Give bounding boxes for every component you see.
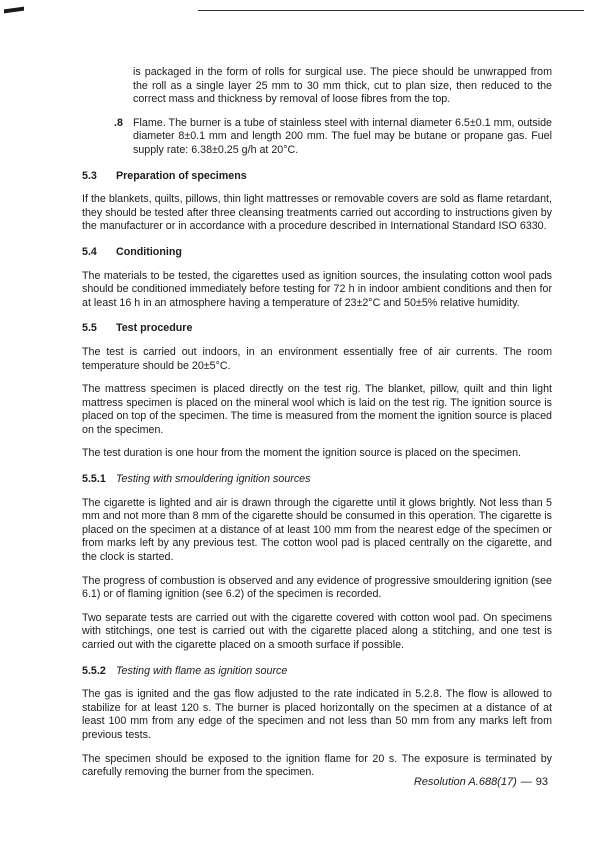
list-item-text: Flame. The burner is a tube of stainless steel with internal diameter 6.5±0.1 mm, outside diameter 8±0.1 mm and length 200 mm. The fuel may be butane or propane gas. Fuel supply rate: 6.38±0.25 g/h at 20°C. xyxy=(133,116,552,156)
paragraph: The test is carried out indoors, in an environment essentially free of air currents. The room temperature should be 20±5°C. xyxy=(82,345,552,372)
paragraph: If the blankets, quilts, pillows, thin light mattresses or removable covers are sold as flame retardant, they should be tested after three cleansing treatments carried out according to instructions given by the manufacturer or in accordance with a procedure described in International Standard ISO 6330. xyxy=(82,193,552,233)
paragraph: The progress of combustion is observed and any evidence of progressive smouldering ignition (see 6.1) or of flaming ignition (see 6.2) of the specimen is recorded. xyxy=(82,574,552,601)
section-title: Conditioning xyxy=(116,245,182,258)
paragraph: The test duration is one hour from the moment the ignition source is placed on the specimen. xyxy=(82,447,522,460)
section-heading-5-5-1 xyxy=(82,473,552,487)
footer-separator: — xyxy=(520,776,532,788)
section-title: Testing with flame as ignition source xyxy=(116,664,288,677)
paragraph: The specimen should be exposed to the ignition flame for 20 s. The exposure is terminated by carefully removing the burner from the specimen. xyxy=(82,752,552,779)
paragraph: The materials to be tested, the cigarettes used as ignition sources, the insulating cotton wool pads should be conditioned immediately before testing for 72 h in indoor ambient conditions and then for at least 16 h in an atmosphere having a temperature of 23±2°C and 50±5% relative humidity. xyxy=(82,269,552,309)
section-title: Testing with smouldering ignition sources xyxy=(116,473,311,486)
list-item-number: .8 xyxy=(114,116,123,129)
paragraph: Two separate tests are carried out with the cigarette covered with cotton wool pad. On specimens with stitchings, one test is carried out with the cigarette placed along a stitching, and one test is carried out with the cigarette placed on a smooth surface if possible. xyxy=(82,611,552,651)
page-body xyxy=(82,66,552,780)
page-footer xyxy=(414,776,548,788)
section-title: Test procedure xyxy=(116,322,193,335)
section-number: 5.5 xyxy=(82,322,97,335)
header-rule xyxy=(198,10,584,11)
section-number: 5.5.2 xyxy=(82,664,106,677)
list-item-8 xyxy=(82,117,552,158)
section-number: 5.5.1 xyxy=(82,473,106,486)
paragraph: The gas is ignited and the gas flow adjusted to the rate indicated in 5.2.8. The flow is allowed to stabilize for at least 120 s. The burner is placed horizontally on the specimen at a distance of at least 100 mm from any edge of the specimen and not less than 50 mm from any marks left from previous tests. xyxy=(82,688,552,741)
section-heading-5-4 xyxy=(82,246,552,260)
section-title: Preparation of specimens xyxy=(116,169,247,182)
resolution-label: Resolution A.688(17) xyxy=(413,776,517,788)
intro-continuation: is packaged in the form of rolls for surgical use. The piece should be unwrapped from the roll as a single layer 25 mm to 30 mm thick, cut to plan size, then reduced to the correct mass and thickness by removal of loose fibres from the top. xyxy=(133,66,552,106)
section-heading-5-5 xyxy=(82,322,552,336)
paragraph: The mattress specimen is placed directly on the test rig. The blanket, pillow, quilt and thin light mattress specimen is placed on the mineral wool which is laid on the test rig. The ignition source is placed on top of the specimen. The time is measured from the moment the ignition source is placed on the specimen. xyxy=(82,383,552,436)
section-heading-5-5-2 xyxy=(82,665,552,679)
section-number: 5.4 xyxy=(82,245,97,258)
paragraph: The cigarette is lighted and air is drawn through the cigarette until it glows brightly. Not less than 5 mm and not more than 8 mm of the cigarette should be consumed in this operation. The cigarette is placed on the specimen at a distance of at least 100 mm from the nearest edge of the specimen or from marks left by any previous test. The cotton wool pad is placed centrally on the cigarette, and the clock is started. xyxy=(82,496,552,564)
corner-mark xyxy=(4,7,24,14)
page-number: 93 xyxy=(535,776,548,788)
section-number: 5.3 xyxy=(82,169,97,182)
section-heading-5-3 xyxy=(82,170,552,184)
